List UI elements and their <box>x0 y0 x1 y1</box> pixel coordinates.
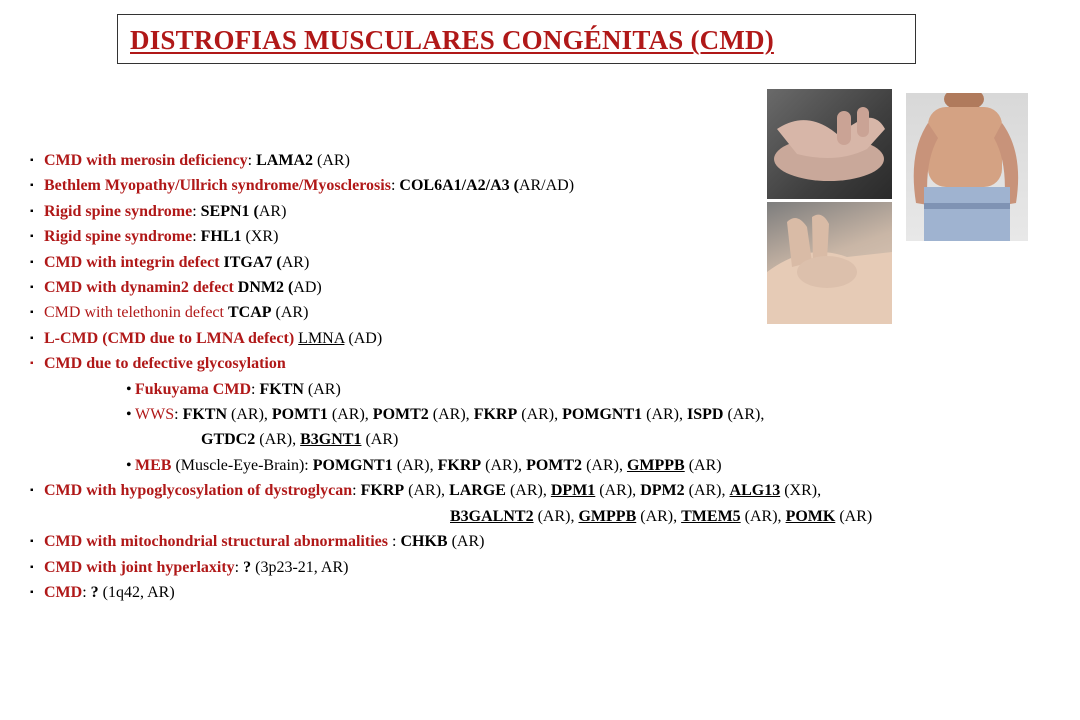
item-label: CMD with telethonin defect <box>44 304 224 322</box>
item-gene: POMT2 <box>372 406 429 424</box>
item-inheritance: (AR), <box>327 406 373 424</box>
item-gene: GMPPB <box>626 456 685 474</box>
sub-list-item <box>30 402 1070 427</box>
item-label: Rigid spine syndrome <box>44 202 193 220</box>
item-inheritance: (AR), <box>505 482 551 500</box>
list-item <box>30 173 1070 198</box>
item-inheritance: (XR), <box>780 482 822 500</box>
item-inheritance: (3p23-21, AR) <box>251 558 349 576</box>
item-gene: FKRP <box>360 482 405 500</box>
item-gene: FKTN <box>182 406 228 424</box>
dot-bullet-icon: • <box>126 380 132 398</box>
item-sep: : <box>192 228 201 246</box>
list-item <box>30 199 1070 224</box>
item-gene: ? <box>243 558 252 576</box>
sub-list-item-continuation <box>30 427 1070 452</box>
item-inheritance: (AR), <box>740 507 786 525</box>
dot-bullet-icon: • <box>126 406 132 424</box>
item-inheritance: (AR), <box>595 482 641 500</box>
item-inheritance: (AR), <box>428 406 474 424</box>
item-gene: B3GALNT2 <box>450 507 534 525</box>
item-label: CMD due to defective glycosylation <box>44 355 286 373</box>
list-item <box>30 555 1070 580</box>
item-gene: GMPPB <box>578 507 637 525</box>
item-inheritance: AR) <box>258 202 287 220</box>
item-inheritance: (XR) <box>241 228 279 246</box>
list-item <box>30 275 1070 300</box>
item-inheritance: (AR), <box>255 431 301 449</box>
item-gene: CHKB <box>400 533 448 551</box>
item-label: CMD with integrin defect <box>44 253 220 271</box>
item-sep: : <box>192 202 201 220</box>
item-gene: DPM1 <box>550 482 596 500</box>
item-label: Fukuyama CMD <box>135 380 252 398</box>
square-bullet-icon: ▪ <box>30 205 34 217</box>
item-gene: B3GNT1 <box>300 431 362 449</box>
item-gene: LMNA <box>298 329 345 347</box>
item-gene: ISPD <box>687 406 724 424</box>
item-gene: FHL1 <box>200 228 242 246</box>
cmd-list <box>30 148 1070 605</box>
item-label: Rigid spine syndrome <box>44 228 193 246</box>
item-inheritance: (AR) <box>447 533 485 551</box>
item-inheritance: (AR), <box>723 406 765 424</box>
item-gene: FKTN <box>259 380 304 398</box>
list-item <box>30 224 1070 249</box>
square-bullet-icon: ▪ <box>30 485 34 497</box>
list-item <box>30 529 1070 554</box>
item-gene: ? <box>90 583 99 601</box>
item-inheritance: (1q42, AR) <box>98 583 175 601</box>
item-label: MEB <box>135 456 172 474</box>
list-item <box>30 478 1070 503</box>
square-bullet-icon: ▪ <box>30 155 34 166</box>
list-item <box>30 300 1070 325</box>
item-sep: : <box>251 380 260 398</box>
item-inheritance: (AR) <box>684 456 722 474</box>
item-gene: FKRP <box>437 456 482 474</box>
item-sep: : <box>174 406 183 424</box>
item-inheritance: (AR), <box>227 406 272 424</box>
item-sep: : <box>352 482 361 500</box>
item-sep: : <box>247 152 257 169</box>
square-bullet-icon: ▪ <box>30 536 34 548</box>
item-sep: : <box>387 533 401 551</box>
item-label: CMD with joint hyperlaxity <box>44 558 235 576</box>
item-inheritance: (AR), <box>392 456 438 474</box>
item-inheritance: (AR), <box>404 482 450 500</box>
item-inheritance: (AR) <box>361 431 399 449</box>
item-inheritance: (AR), <box>684 482 730 500</box>
item-gene: ALG13 <box>729 482 781 500</box>
item-gene: LARGE <box>449 482 506 500</box>
list-item-continuation <box>30 504 1070 529</box>
item-label: L-CMD (CMD due to LMNA defect) <box>44 329 295 347</box>
item-label: CMD with hypoglycosylation of dystroglycan <box>44 482 353 500</box>
item-inheritance: AR/AD) <box>518 177 575 195</box>
item-gene: DNM2 ( <box>237 279 294 297</box>
item-sep: : <box>82 583 91 601</box>
item-sep: : <box>390 177 400 195</box>
list-item <box>30 250 1070 275</box>
item-inheritance: (AR), <box>642 406 688 424</box>
item-gene: LAMA2 <box>256 152 314 169</box>
item-inheritance: (AR), <box>636 507 682 525</box>
dot-bullet-icon: • <box>126 456 132 474</box>
item-gene: ITGA7 ( <box>223 253 282 271</box>
sub-list-item <box>30 377 1070 402</box>
item-paren: (Muscle-Eye-Brain): <box>171 456 313 474</box>
item-inheritance: (AR) <box>835 507 873 525</box>
item-inheritance: (AR) <box>303 380 341 398</box>
item-gene: POMT2 <box>526 456 583 474</box>
item-inheritance: (AR), <box>517 406 563 424</box>
item-label: CMD with dynamin2 defect <box>44 279 234 297</box>
item-inheritance: (AR) <box>271 304 309 322</box>
list-item <box>30 148 1070 173</box>
square-bullet-icon: ▪ <box>30 231 34 243</box>
item-inheritance: (AR) <box>313 152 350 169</box>
list-item <box>30 580 1070 605</box>
list-item <box>30 326 1070 351</box>
item-label: WWS <box>135 406 175 424</box>
square-bullet-icon: ▪ <box>30 358 34 370</box>
item-label: CMD with mitochondrial structural abnormalities <box>44 533 388 551</box>
item-inheritance: (AR), <box>533 507 579 525</box>
slide-title: DISTROFIAS MUSCULARES CONGÉNITAS (CMD) <box>130 25 774 55</box>
item-inheritance: (AD) <box>344 329 383 347</box>
item-inheritance: AR) <box>281 253 310 271</box>
square-bullet-icon: ▪ <box>30 307 34 319</box>
item-gene: POMGNT1 <box>312 456 393 474</box>
sub-list-item <box>30 453 1070 478</box>
item-gene: TCAP <box>227 304 272 322</box>
item-inheritance: (AR), <box>582 456 627 474</box>
item-gene: FKRP <box>473 406 518 424</box>
square-bullet-icon: ▪ <box>30 332 34 344</box>
item-gene: POMK <box>785 507 836 525</box>
item-label: CMD <box>44 583 83 601</box>
item-gene: POMT1 <box>271 406 328 424</box>
item-gene: SEPN1 ( <box>200 202 259 220</box>
title-box <box>117 14 916 64</box>
square-bullet-icon: ▪ <box>30 180 34 192</box>
square-bullet-icon: ▪ <box>30 256 34 268</box>
list-item <box>30 351 1070 376</box>
item-gene: DPM2 <box>640 482 685 500</box>
item-label: CMD with merosin deficiency <box>44 152 248 169</box>
item-sep: : <box>234 558 244 576</box>
item-inheritance: AD) <box>293 279 322 297</box>
item-label: Bethlem Myopathy/Ullrich syndrome/Myosclerosis <box>44 177 391 195</box>
square-bullet-icon: ▪ <box>30 586 34 598</box>
item-inheritance: (AR), <box>481 456 527 474</box>
square-bullet-icon: ▪ <box>30 561 34 573</box>
item-gene: POMGNT1 <box>562 406 643 424</box>
item-gene: GTDC2 <box>201 431 256 449</box>
item-gene: TMEM5 <box>681 507 741 525</box>
item-gene: COL6A1/A2/A3 ( <box>399 177 519 195</box>
square-bullet-icon: ▪ <box>30 282 34 294</box>
